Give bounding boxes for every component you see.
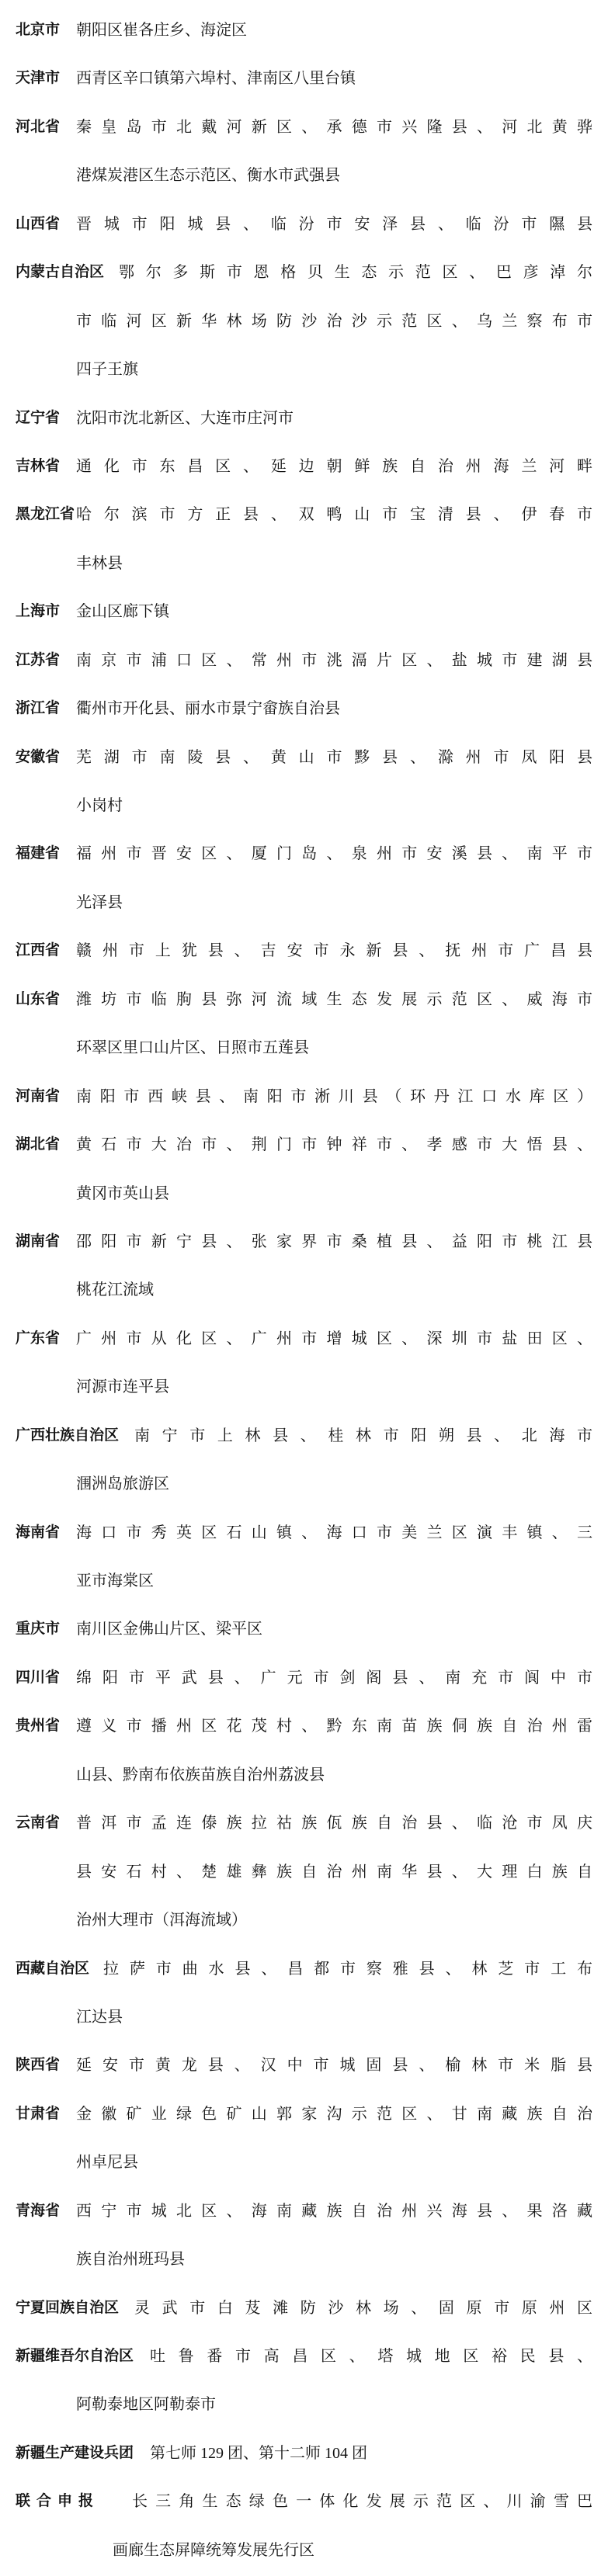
entry-row-bingtuan (0, 2429, 615, 2477)
entry-content (76, 1702, 592, 1799)
region-line: 绵阳市平武县、广元市剑阁县、南充市阆中市 (76, 1669, 592, 1687)
entry-content (76, 2332, 592, 2429)
entry-content (76, 2041, 592, 2089)
region-line: 朝阳区崔各庄乡、海淀区 (76, 22, 247, 39)
entry-row-shaanxi (0, 2041, 615, 2089)
entry-row-qinghai (0, 2187, 615, 2284)
entry-row-hainan (0, 1509, 615, 1606)
province-label: 上海市 (16, 603, 61, 620)
entry-content (76, 733, 592, 830)
province-label: 吉林省 (16, 457, 61, 474)
entry-row-hubei (0, 1121, 615, 1218)
province-label: 黑龙江省 (16, 506, 75, 523)
region-line: 普洱市孟连傣族拉祜族佤族自治县、临沧市凤庆 (76, 1815, 592, 1832)
entry-row-shanghai (0, 588, 615, 636)
province-label: 四川省 (16, 1669, 61, 1686)
province-label: 北京市 (16, 22, 61, 38)
entry-content (76, 927, 592, 975)
entry-content (76, 103, 592, 200)
region-line: 县安石村、楚雄彝族自治州南华县、大理白族自 (76, 1863, 592, 1881)
entry-row-xinjiang (0, 2332, 615, 2429)
province-label: 新疆生产建设兵团 (16, 2444, 134, 2461)
region-line: 海口市秀英区石山镇、海口市美兰区演丰镇、三 (76, 1524, 592, 1541)
region-line: 阿勒泰地区阿勒泰市 (76, 2396, 216, 2414)
region-line: 光泽县 (76, 893, 123, 911)
province-label: 陕西省 (16, 2057, 61, 2074)
entry-row-hebei (0, 103, 615, 200)
province-label: 江苏省 (16, 651, 61, 668)
entry-content (76, 2090, 592, 2187)
entry-row-shandong (0, 976, 615, 1073)
region-line: 西宁市城北区、海南藏族自治州兴海县、果洛藏 (76, 2202, 592, 2220)
entry-content (76, 1654, 592, 1702)
entry-row-fujian (0, 830, 615, 927)
province-label: 新疆维吾尔自治区 (16, 2348, 134, 2364)
region-line: 鄂尔多斯市恩格贝生态示范区、巴彦淖尔 (119, 264, 592, 282)
entry-row-xizang (0, 1945, 615, 2042)
province-label: 广东省 (16, 1330, 61, 1347)
province-label: 宁夏回族自治区 (16, 2299, 120, 2316)
province-label: 安徽省 (16, 748, 61, 765)
entry-row-guangdong (0, 1315, 615, 1412)
province-label: 广西壮族自治区 (16, 1427, 120, 1444)
region-line: 吐鲁番市高昌区、塔城地区裕民县、 (150, 2348, 592, 2365)
province-label: 福建省 (16, 845, 61, 862)
region-line: 金山区廊下镇 (76, 603, 169, 621)
province-label: 云南省 (16, 1815, 61, 1832)
entry-content (76, 636, 592, 685)
region-line: 亚市海棠区 (76, 1572, 154, 1590)
entry-row-jiangxi (0, 927, 615, 975)
entry-row-henan (0, 1073, 615, 1121)
province-label: 辽宁省 (16, 409, 61, 426)
region-line: 长三角生态绿色一体化发展示范区、川渝雪巴 (132, 2493, 592, 2511)
region-line: 治州大理市（洱海流域） (76, 1912, 247, 1929)
region-line: 黄石市大冶市、荆门市钟祥市、孝感市大悟县、 (76, 1136, 592, 1154)
region-line: 晋城市阳城县、临汾市安泽县、临汾市隰县 (76, 215, 592, 233)
province-label: 天津市 (16, 70, 61, 87)
region-line: 福州市晋安区、厦门岛、泉州市安溪县、南平市 (76, 845, 592, 863)
region-line: 山县、黔南布依族苗族自治州荔波县 (76, 1766, 325, 1784)
province-label: 湖南省 (16, 1233, 61, 1250)
entry-content (76, 1073, 592, 1121)
entry-row-tianjin (0, 54, 615, 102)
region-line: 秦皇岛市北戴河新区、承德市兴隆县、河北黄骅 (76, 118, 592, 136)
entry-content (76, 1509, 592, 1606)
region-line: 赣州市上犹县、吉安市永新县、抚州市广昌县 (76, 942, 592, 960)
region-line: 西青区辛口镇第六埠村、津南区八里台镇 (76, 70, 356, 88)
province-label: 江西省 (16, 942, 61, 959)
entry-content (76, 976, 592, 1073)
province-label: 河南省 (16, 1087, 61, 1104)
region-line: 南宁市上林县、桂林市阳朔县、北海市 (134, 1427, 592, 1444)
region-line: 拉萨市曲水县、昌都市察雅县、林芝市工布 (103, 1960, 592, 1978)
region-line: 哈尔滨市方正县、双鸭山市宝清县、伊春市 (76, 506, 592, 524)
entry-content (76, 2284, 592, 2332)
entry-row-ningxia (0, 2284, 615, 2332)
province-label: 山东省 (16, 990, 61, 1007)
entry-row-guangxi (0, 1412, 615, 1509)
entry-row-liaoning (0, 394, 615, 442)
entry-content (76, 54, 592, 102)
entry-content (76, 2187, 592, 2284)
entry-row-yunnan (0, 1799, 615, 1944)
region-line: 第七师 129 团、第十二师 104 团 (150, 2444, 367, 2462)
region-line: 南川区金佛山片区、梁平区 (76, 1621, 262, 1638)
entry-content (76, 685, 592, 733)
region-line: 市临河区新华林场防沙治沙示范区、乌兰察布市 (76, 312, 592, 330)
region-line: 州卓尼县 (76, 2154, 138, 2172)
region-line: 河源市连平县 (76, 1378, 169, 1396)
region-line: 涠洲岛旅游区 (76, 1475, 169, 1493)
region-line: 延安市黄龙县、汉中市城固县、榆林市米脂县 (76, 2057, 592, 2075)
region-line: 江达县 (76, 2008, 123, 2026)
entry-content (113, 2477, 592, 2574)
region-line: 通化市东昌区、延边朝鲜族自治州海兰河畔 (76, 457, 592, 475)
entry-content (76, 1121, 592, 1218)
entry-content (76, 6, 592, 54)
region-line: 沈阳市沈北新区、大连市庄河市 (76, 409, 294, 427)
entry-row-shanxi (0, 200, 615, 248)
region-line: 黄冈市英山县 (76, 1184, 169, 1202)
region-line: 画廊生态屏障统筹发展先行区 (113, 2541, 314, 2559)
province-label: 联合申报 (16, 2493, 100, 2510)
region-line: 灵武市白芨滩防沙林场、固原市原州区 (134, 2299, 592, 2317)
province-label: 山西省 (16, 215, 61, 232)
region-line: 丰林县 (76, 554, 123, 572)
entry-row-gansu (0, 2090, 615, 2187)
region-line: 邵阳市新宁县、张家界市桑植县、益阳市桃江县 (76, 1233, 592, 1250)
entry-content (76, 248, 592, 394)
entry-content (76, 2429, 592, 2477)
region-line: 港煤炭港区生态示范区、衡水市武强县 (76, 167, 340, 185)
province-label: 河北省 (16, 118, 61, 135)
entry-content (76, 830, 592, 927)
province-label: 重庆市 (16, 1621, 61, 1638)
entry-row-sichuan (0, 1654, 615, 1702)
region-line: 金徽矿业绿色矿山郭家沟示范区、甘南藏族自治 (76, 2105, 592, 2123)
entry-content (76, 200, 592, 248)
entry-row-beijing (0, 6, 615, 54)
region-line: 衢州市开化县、丽水市景宁畲族自治县 (76, 700, 340, 718)
region-line: 芜湖市南陵县、黄山市黟县、滁州市凤阳县 (76, 748, 592, 766)
region-line: 广州市从化区、广州市增城区、深圳市盐田区、 (76, 1330, 592, 1347)
entry-content (76, 1218, 592, 1315)
region-line: 四子王旗 (76, 361, 138, 379)
province-label: 内蒙古自治区 (16, 264, 105, 281)
entry-content (76, 394, 592, 442)
entry-row-guizhou (0, 1702, 615, 1799)
region-line: 桃花江流域 (76, 1281, 154, 1299)
region-line: 遵义市播州区花茂村、黔东南苗族侗族自治州雷 (76, 1718, 592, 1735)
entry-row-jilin (0, 442, 615, 491)
entry-content (76, 1315, 592, 1412)
entry-content (76, 491, 592, 588)
province-label: 贵州省 (16, 1718, 61, 1735)
entry-content (76, 1945, 592, 2042)
entry-content (76, 442, 592, 491)
entry-row-anhui (0, 733, 615, 830)
province-label: 青海省 (16, 2202, 61, 2219)
province-label: 浙江省 (16, 700, 61, 717)
region-line: 族自治州班玛县 (76, 2251, 185, 2269)
region-line: 潍坊市临朐县弥河流域生态发展示范区、威海市 (76, 990, 592, 1008)
entry-content (76, 1412, 592, 1509)
entry-row-jiangsu (0, 636, 615, 685)
entry-content (76, 1799, 592, 1944)
entry-row-neimenggu (0, 248, 615, 394)
entry-row-chongqing (0, 1605, 615, 1653)
entry-content (76, 588, 592, 636)
province-label: 西藏自治区 (16, 1960, 90, 1977)
region-line: 环翠区里口山片区、日照市五莲县 (76, 1039, 309, 1057)
region-line: 小岗村 (76, 797, 123, 814)
province-label: 海南省 (16, 1524, 61, 1541)
entry-row-hunan (0, 1218, 615, 1315)
province-label: 湖北省 (16, 1136, 61, 1153)
entry-row-heilongjiang (0, 491, 615, 588)
entry-row-zhejiang (0, 685, 615, 733)
region-line: 南京市浦口区、常州市洮滆片区、盐城市建湖县 (76, 651, 592, 669)
region-line: 南阳市西峡县、南阳市淅川县（环丹江口水库区） (76, 1087, 592, 1105)
entry-content (76, 1605, 592, 1653)
province-label: 甘肃省 (16, 2105, 61, 2122)
entry-row-lianheshenbao (0, 2477, 615, 2574)
